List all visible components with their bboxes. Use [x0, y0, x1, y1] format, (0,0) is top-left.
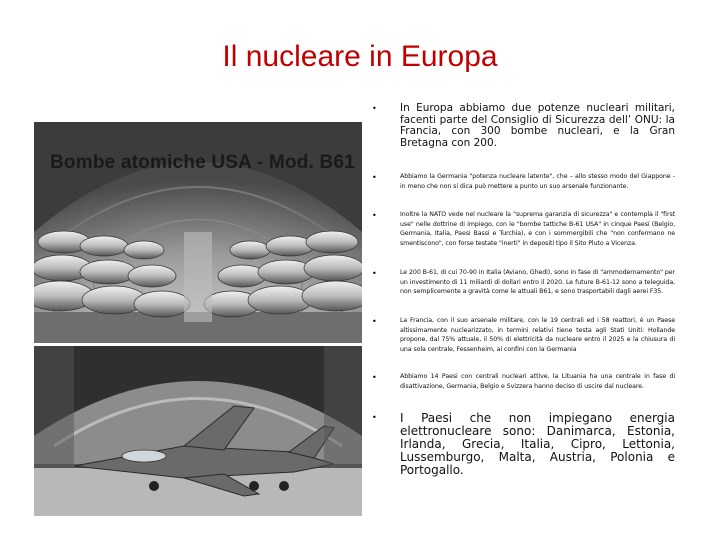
bullet-marker: •	[372, 104, 377, 113]
bullet-marker: •	[372, 269, 377, 278]
hangar-illustration	[34, 346, 362, 516]
bullet-marker: •	[372, 413, 377, 422]
bullet-marker: •	[372, 317, 377, 326]
bullet-text: Inoltre la NATO vede nel nucleare la "suprema garanzia di sicurezza" e contempla il "first use" nelle dottrine di impiego, con le "bombe tattiche B-61 USA" in cinque Paesi (Belgio, Germania, Italia, Paesi Bassi e Turchia), e con i sommergibili che "non confermano ne smentiscono", con forse testate "inerti" in depositi tipo il Sito Pluto a Vicenza.	[400, 211, 675, 247]
fighter-jet-hangar-photo	[34, 346, 362, 516]
bullet-text: La Francia, con il suo arsenale militare, con le 19 centrali ed i 58 reattori, è un Paese altissimamente nuclearizzato, in termini relativi tiene testa agli Stati Uniti: Hollande propone, dal 75% attuale, il 50% di elettricità da nucleare entro il 2025 e la chiusura di una sola centrale, Fessenheim, ai confini con la Germania	[400, 317, 675, 353]
bullet-marker: •	[372, 173, 377, 182]
b61-bombs-photo	[34, 122, 362, 343]
slide-title: Il nucleare in Europa	[222, 40, 498, 73]
photo-caption: Bombe atomiche USA - Mod. B61	[50, 152, 355, 173]
bullet-text: Abbiamo 14 Paesi con centrali nucleari attive, la Lituania ha una centrale in fase di disattivazione, Germania, Belgio e Svizzera hanno deciso di uscire dal nucleare.	[400, 373, 675, 390]
bullet-text: I Paesi che non impiegano energia elettronucleare sono: Danimarca, Estonia, Irlanda, Grecia, Italia, Cipro, Lettonia, Lussemburgo, Malta, Austria, Polonia e Portogallo.	[400, 411, 675, 477]
bullet-text: In Europa abbiamo due potenze nucleari militari, facenti parte del Consiglio di Sicurezza dell’ ONU: la Francia, con 300 bombe nucleari, e la Gran Bretagna con 200.	[400, 102, 675, 149]
bullet-text: Le 200 B-61, di cui 70-90 in Italia (Aviano, Ghedi), sono in fase di "ammodernamento" per un investimento di 11 miliardi di dollari entro il 2020. Le future B-61-12 sono a teleguida, non semplicemente a gravità come le attuali B61, e sono trasportabili dagli aerei F35.	[400, 269, 675, 295]
bullet-marker: •	[372, 373, 377, 382]
bullet-marker: •	[372, 211, 377, 220]
bullet-text: Abbiamo la Germania "potenza nucleare latente", che – allo stesso modo del Giappone - in meno che non si dica può mettere a punto un suo arsenale funzionante.	[400, 173, 675, 190]
